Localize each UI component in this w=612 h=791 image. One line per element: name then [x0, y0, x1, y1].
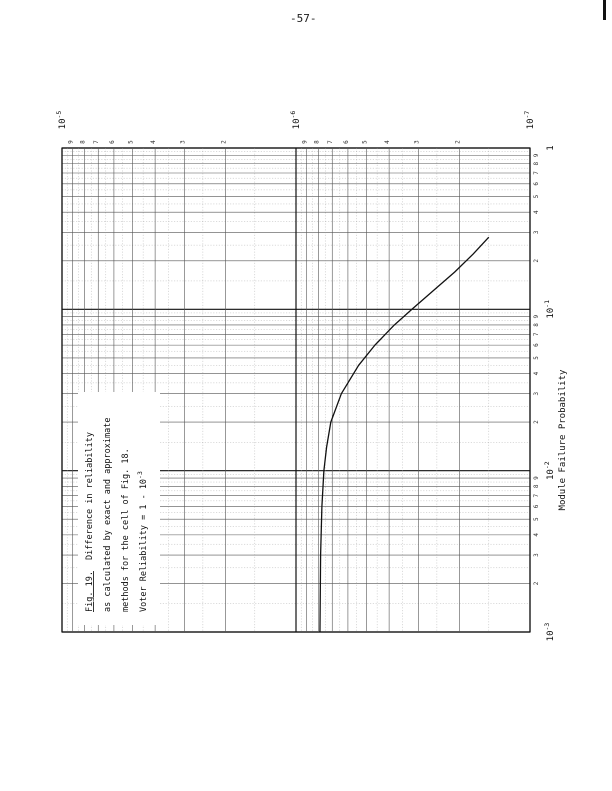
y-minor-tick-label: 7 — [93, 140, 101, 144]
x-minor-tick-label: 9 — [533, 153, 540, 158]
x-major-tick-text: 1 — [546, 145, 556, 151]
y-major-tick-label — [289, 111, 302, 130]
x-major-tick-label — [543, 300, 556, 319]
axis-labels-layer — [558, 369, 568, 510]
x-minor-tick-label: 6 — [533, 504, 540, 509]
y-major-tick-text: $10^{-7}$ — [523, 110, 536, 130]
caption-line: Difference in reliability — [85, 432, 95, 560]
x-minor-tick-label: 8 — [533, 161, 540, 166]
x-major-tick-label — [543, 623, 556, 642]
caption-fig-label: Fig. 19. — [85, 571, 95, 612]
y-minor-tick-label: 4 — [150, 140, 158, 144]
x-minor-tick-label: 4 — [533, 371, 540, 376]
x-major-tick-text: $10^{-2}$ — [543, 461, 556, 481]
x-axis-label: Module Failure Probability — [558, 369, 568, 511]
y-minor-tick-label: 4 — [384, 140, 392, 144]
caption-line: as calculated by exact and approximate — [103, 417, 113, 612]
x-minor-tick-label: 3 — [533, 391, 540, 396]
caption-layer — [78, 392, 160, 625]
x-minor-tick-label: 3 — [533, 553, 540, 557]
x-minor-tick-label: 9 — [533, 314, 540, 319]
y-major-tick-text: $10^{-6}$ — [289, 110, 302, 130]
y-major-tick-label — [523, 111, 536, 130]
x-minor-tick-label: 7 — [533, 493, 540, 498]
y-minor-tick-label: 2 — [454, 140, 462, 144]
x-major-tick-text: $10^{-3}$ — [543, 622, 556, 642]
y-minor-tick-label: 6 — [342, 140, 350, 144]
x-minor-tick-label: 7 — [533, 332, 540, 337]
caption-line: methods for the cell of Fig. 18. — [121, 448, 131, 612]
y-minor-tick-label: 3 — [179, 140, 187, 144]
y-minor-tick-label: 6 — [108, 140, 116, 144]
x-minor-tick-label: 2 — [533, 258, 540, 263]
x-minor-tick-label: 5 — [533, 517, 540, 522]
x-minor-tick-label: 6 — [533, 181, 540, 186]
x-minor-tick-label: 5 — [533, 194, 540, 199]
x-minor-tick-label: 4 — [533, 533, 540, 537]
x-minor-tick-label: 6 — [533, 343, 540, 347]
y-minor-tick-label: 7 — [327, 140, 335, 144]
x-minor-tick-label: 7 — [533, 171, 540, 175]
x-minor-tick-label: 5 — [533, 356, 540, 360]
y-minor-tick-label: 3 — [413, 140, 421, 144]
y-major-tick-text: $10^{-5}$ — [55, 110, 68, 130]
x-minor-tick-label: 8 — [533, 323, 540, 327]
x-minor-tick-label: 2 — [533, 581, 540, 586]
x-minor-tick-label: 9 — [533, 476, 540, 480]
y-minor-tick-label: 9 — [301, 140, 309, 144]
x-major-tick-text: $10^{-1}$ — [543, 299, 556, 319]
x-minor-tick-label: 8 — [533, 484, 540, 489]
y-minor-tick-label: 8 — [79, 140, 87, 144]
x-minor-tick-label: 4 — [533, 210, 540, 215]
y-minor-tick-label: 5 — [361, 140, 369, 144]
y-minor-tick-label: 9 — [67, 140, 75, 144]
x-minor-tick-label: 2 — [533, 420, 540, 424]
page-number: -57- — [290, 12, 317, 25]
y-minor-tick-label: 5 — [127, 140, 135, 144]
caption-line: Voter Reliability = $1 - 10^{-3}$ — [136, 471, 149, 612]
y-minor-tick-label: 2 — [220, 140, 228, 144]
x-minor-tick-label: 3 — [533, 230, 540, 235]
y-minor-tick-label: 8 — [313, 140, 321, 144]
y-major-tick-label — [55, 111, 68, 130]
x-major-tick-label — [543, 461, 556, 480]
x-major-tick-label — [546, 145, 556, 150]
